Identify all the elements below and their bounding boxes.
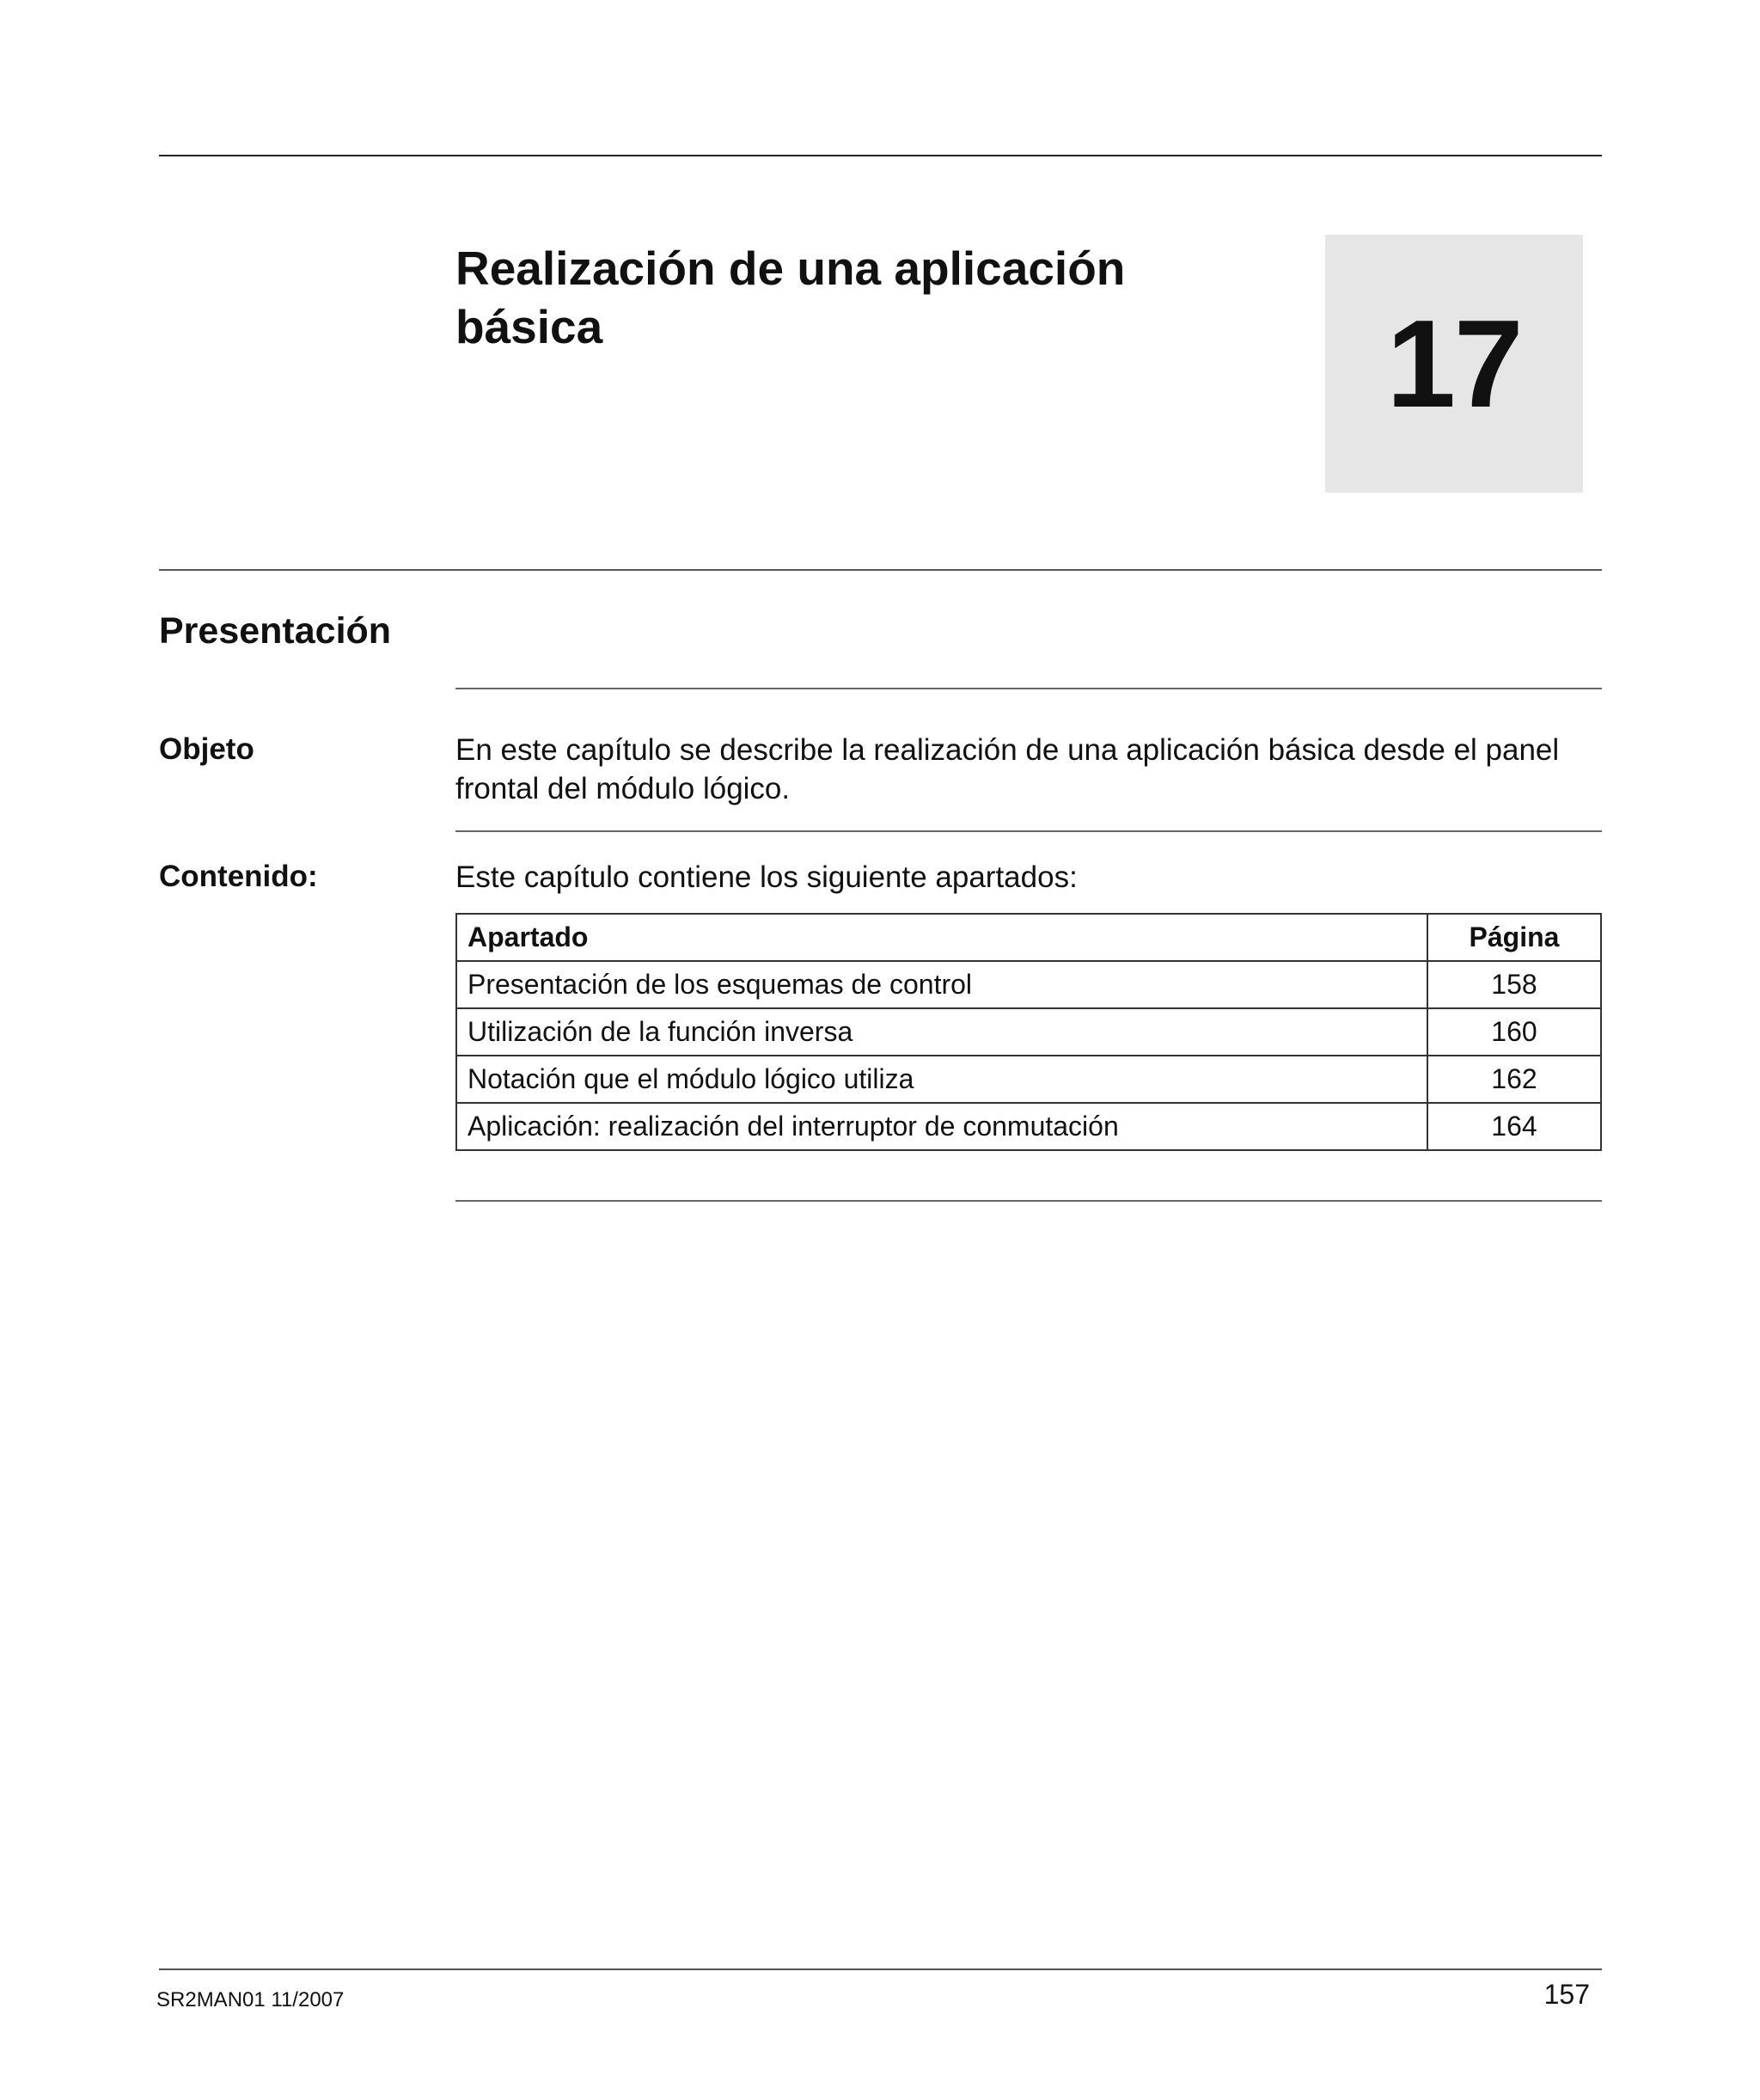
footer-page-number: 157 bbox=[1543, 1979, 1590, 2010]
contents-table bbox=[455, 913, 1602, 1151]
footer-rule bbox=[159, 1968, 1602, 1970]
chapter-number-box bbox=[1325, 235, 1583, 493]
row-page: 160 bbox=[1427, 1008, 1601, 1056]
table-row bbox=[456, 1103, 1601, 1150]
section-rule bbox=[159, 569, 1602, 571]
table-header-row bbox=[456, 914, 1601, 961]
header-apartado: Apartado bbox=[456, 914, 1427, 961]
chapter-title: Realización de una aplicación básica bbox=[455, 242, 1126, 353]
row-title: Utilización de la función inversa bbox=[456, 1008, 1427, 1056]
row-page: 158 bbox=[1427, 961, 1601, 1008]
top-rule bbox=[159, 155, 1602, 156]
row-title: Notación que el módulo lógico utiliza bbox=[456, 1056, 1427, 1103]
table-row bbox=[456, 1056, 1601, 1103]
objeto-label: Objeto bbox=[159, 732, 254, 766]
table-row bbox=[456, 961, 1601, 1008]
contenido-label: Contenido: bbox=[159, 860, 318, 893]
section-title: Presentación bbox=[159, 610, 392, 652]
contenido-bottom-rule bbox=[455, 1200, 1602, 1202]
chapter-number: 17 bbox=[1386, 293, 1522, 433]
objeto-text: En este capítulo se describe la realización de una aplicación básica desde el panel frontal del módulo lógico. bbox=[455, 733, 1560, 805]
row-title: Presentación de los esquemas de control bbox=[456, 961, 1427, 1008]
row-page: 164 bbox=[1427, 1103, 1601, 1150]
table-row bbox=[456, 1008, 1601, 1056]
contenido-top-rule bbox=[455, 830, 1602, 832]
header-pagina: Página bbox=[1427, 914, 1601, 961]
row-page: 162 bbox=[1427, 1056, 1601, 1103]
row-title: Aplicación: realización del interruptor de conmutación bbox=[456, 1103, 1427, 1150]
objeto-top-rule bbox=[455, 688, 1602, 689]
footer-doc-ref: SR2MAN01 11/2007 bbox=[156, 1988, 345, 2011]
contenido-intro: Este capítulo contiene los siguiente apartados: bbox=[455, 860, 1078, 894]
